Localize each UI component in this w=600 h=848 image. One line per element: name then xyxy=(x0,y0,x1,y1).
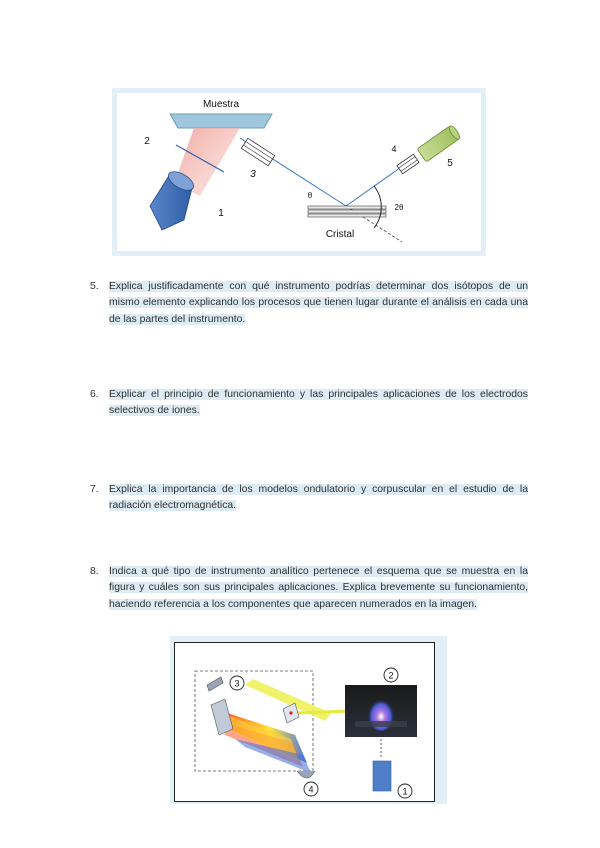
marker-3-label: 3 xyxy=(234,678,240,689)
marker-2-label: 2 xyxy=(388,670,394,681)
detector-4 xyxy=(297,771,315,778)
marker-3 xyxy=(230,676,244,690)
marker-1 xyxy=(398,784,412,798)
xrf-diagram xyxy=(112,88,486,256)
spectrometer-figure xyxy=(170,636,447,804)
question-text: Explicar el principio de funcionamiento y las principales aplicaciones de los electrodos selectivos de iones. xyxy=(109,389,528,417)
question-number: 6. xyxy=(90,389,99,400)
label-5: 5 xyxy=(447,158,453,169)
slit-point xyxy=(289,711,292,714)
entrance-beam xyxy=(295,711,351,713)
xrf-diagram-figure xyxy=(112,88,486,256)
question-text: Explica justificadamente con qué instrumento podrías determinar dos isótopos de un mismo elemento explicando los procesos que tienen lugar durante el análisis en cada una de las partes del instrumento. xyxy=(109,281,528,325)
question-text: Explica la importancia de los modelos ondulatorio y corpuscular en el estudio de la radiación electromagnética. xyxy=(109,484,528,512)
sample-holder xyxy=(170,114,272,128)
marker-4 xyxy=(304,782,318,796)
label-3: 3 xyxy=(250,169,256,180)
label-muestra: Muestra xyxy=(202,99,240,110)
burner xyxy=(355,721,407,727)
question-5 xyxy=(90,279,528,328)
label-2: 2 xyxy=(144,136,150,147)
label-theta: θ xyxy=(307,191,313,200)
mirror-3 xyxy=(207,677,223,691)
marker-4-label: 4 xyxy=(308,784,314,795)
question-8 xyxy=(90,564,528,613)
question-7 xyxy=(90,482,528,515)
marker-1-label: 1 xyxy=(402,786,408,797)
question-number: 8. xyxy=(90,566,99,577)
label-4: 4 xyxy=(391,144,397,154)
label-1: 1 xyxy=(218,208,224,219)
label-two-theta: 2θ xyxy=(394,203,404,212)
marker-2 xyxy=(384,668,398,682)
spectrometer-diagram xyxy=(174,642,435,802)
spectrometer-svg xyxy=(175,643,436,803)
diffraction-grating xyxy=(211,699,233,735)
label-cristal: Cristal xyxy=(325,229,355,240)
crystal xyxy=(308,206,386,217)
question-text: Indica a qué tipo de instrumento analítico pertenece el esquema que se muestra en la figura y cuáles son sus principales aplicaciones. Explica brevemente su funcionamiento, haciendo referencia a los componentes que aparecen numerados en la imagen. xyxy=(109,566,528,610)
question-number: 5. xyxy=(90,281,99,292)
question-number: 7. xyxy=(90,484,99,495)
radiation-source xyxy=(373,761,391,791)
question-6 xyxy=(90,387,528,420)
